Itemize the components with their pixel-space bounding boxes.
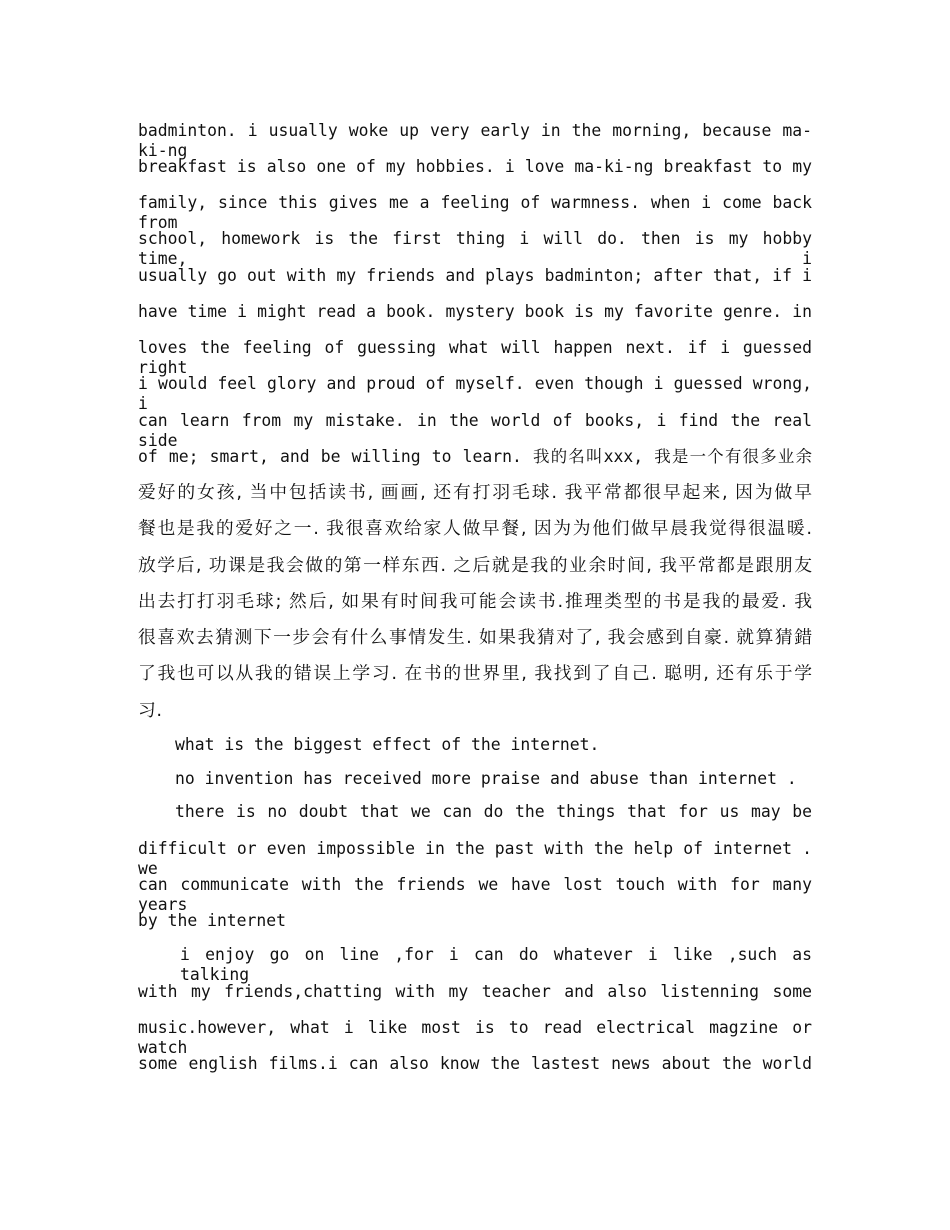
intro-sentence: no invention has received more praise and abuse than internet . (175, 769, 797, 788)
paragraph-line: usually go out with my friends and plays badminton; after that, if i (138, 266, 812, 285)
paragraph-line: loves the feeling of guessing what will happen next. if i guessed right (138, 338, 812, 377)
paragraph-line: i enjoy go on line ,for i can do whatever i like ,such as talking (180, 945, 812, 984)
paragraph-line: badminton. i usually woke up very early in the morning, because ma-ki-ng (138, 121, 812, 160)
paragraph-line: 放学后, 功课是我会做的第一样东西. 之后就是我的业余时间, 我平常都是跟朋友 (138, 555, 812, 576)
paragraph-line: have time i might read a book. mystery book is my favorite genre. in (138, 302, 812, 321)
paragraph-line: by the internet (138, 911, 287, 930)
paragraph-line: i would feel glory and proud of myself. even though i guessed wrong, i (138, 374, 812, 413)
paragraph-line: 餐也是我的爱好之一. 我很喜欢给家人做早餐, 因为为他们做早晨我觉得很温暖. (138, 518, 812, 539)
paragraph-line: 很喜欢去猜测下一步会有什么事情发生. 如果我猜对了, 我会感到自豪. 就算猜錯 (138, 627, 812, 648)
paragraph-line: 爱好的女孩, 当中包括读书, 画画, 还有打羽毛球. 我平常都很早起来, 因为做早 (138, 482, 812, 503)
paragraph-line: music.however, what i like most is to read electrical magzine or watch (138, 1018, 812, 1057)
paragraph-line: some english films.i can also know the lastest news about the world (138, 1054, 812, 1073)
paragraph-line: school, homework is the first thing i will do. then is my hobby time, i (138, 229, 812, 268)
paragraph-line: 出去打打羽毛球; 然后, 如果有时间我可能会读书.推理类型的书是我的最爱. 我 (138, 591, 812, 612)
section-heading: what is the biggest effect of the internet. (175, 735, 600, 754)
paragraph-line: 了我也可以从我的错误上学习. 在书的世界里, 我找到了自己. 聪明, 还有乐于学 (138, 663, 812, 684)
paragraph-line: family, since this gives me a feeling of warmness. when i come back from (138, 193, 812, 232)
paragraph-line: can communicate with the friends we have lost touch with for many years (138, 875, 812, 914)
paragraph-line: breakfast is also one of my hobbies. i love ma-ki-ng breakfast to my (138, 157, 812, 176)
paragraph-line: with my friends,chatting with my teacher and also listenning some (138, 982, 812, 1001)
paragraph-line: difficult or even impossible in the past with the help of internet . we (138, 839, 812, 878)
paragraph-line: 习. (138, 700, 163, 721)
paragraph-line: of me; smart, and be willing to learn. 我的名叫xxx, 我是一个有很多业余 (138, 447, 812, 466)
paragraph-line: there is no doubt that we can do the things that for us may be (175, 802, 812, 821)
paragraph-line: can learn from my mistake. in the world of books, i find the real side (138, 411, 812, 450)
